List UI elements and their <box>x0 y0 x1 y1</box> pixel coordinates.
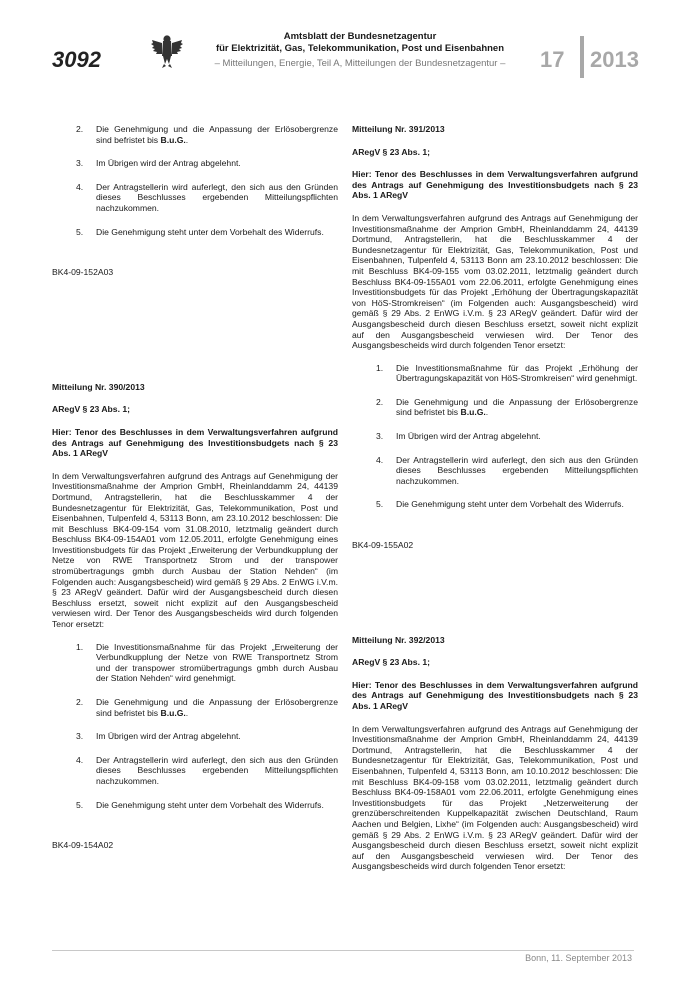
reference-code: BK4-09-152A03 <box>52 267 114 278</box>
list-item: 5. Die Genehmigung steht unter dem Vorbehalt des Widerrufs. <box>376 499 624 510</box>
issue-year: 2013 <box>590 47 639 72</box>
notice-body: In dem Verwaltungsverfahren aufgrund des Antrags auf Genehmigung der Investitionsmaßnahme der Amprion GmbH, Rheinlanddamm 24, 44139 Dortmund, Antragstellerin, hat die Beschlusskammer 4 der Bundesnetzagentur für Elektrizität, Gas, Telekommunikation, Post und Eisenbahnen, Tulpenfeld 4, 53113 Bonn, am 10.10.2012 beschlossen: Die mit Beschluss BK4-09-158 vom 03.02.2011, letztmalig geändert durch Beschluss BK4-09-158A01 vom 22.06.2011, erfolgte Genehmigung eines Investitionsbudgets für das Projekt „Netzerweiterung der grenzüberschreitenden Kuppelkapazität zwischen Deutschland, Raum Aachen und Belgien, Lixhe“ (im Folgenden auch: Ausgangsbescheid) wird gemäß § 29 Abs. 2 EnWG i.V.m. § 23 ARegV geändert. Dafür wird der Ausgangsbescheid durch diesen Beschluss ersetzt, soweit nicht explizit auf den Ausgangsbescheid verwiesen wird. Der Tenor des Ausgangsbescheids wird durch folgenden Tenor ersetzt: <box>352 723 638 872</box>
list-item: 3. Im Übrigen wird der Antrag abgelehnt. <box>76 731 241 742</box>
publication-date: Bonn, 11. September 2013 <box>525 953 632 963</box>
notice-law: ARegV § 23 Abs. 1; <box>52 404 131 415</box>
notice-title: Mitteilung Nr. 390/2013 <box>52 381 145 392</box>
tenor-list <box>352 363 638 510</box>
reference-code: BK4-09-155A02 <box>352 540 414 551</box>
page-number: 3092 <box>52 47 101 72</box>
publisher-scope: für Elektrizität, Gas, Telekommunikation, Post und Eisenbahnen <box>215 43 505 54</box>
federal-eagle-icon <box>150 32 184 70</box>
notice-law: ARegV § 23 Abs. 1; <box>352 146 431 157</box>
notice-subject: Hier: Tenor des Beschlusses in dem Verwaltungsverfahren aufgrund des Antrags auf Genehmigung des Investitionsbudgets nach § 23 Abs. 1 ARegV <box>352 679 638 711</box>
footer-divider <box>52 950 634 951</box>
reference-code: BK4-09-154A02 <box>52 840 114 851</box>
right-column <box>352 124 638 884</box>
notice-title: Mitteilung Nr. 391/2013 <box>352 124 445 134</box>
list-item: 3. Im Übrigen wird der Antrag abgelehnt. <box>76 158 241 169</box>
publisher-name: Amtsblatt der Bundesnetzagentur <box>283 31 437 42</box>
list-item: 4. Der Antragstellerin wird auferlegt, den sich aus den Gründen dieses Beschlusses ergebenden Mitteilungspflichten nachzukommen. <box>76 754 338 786</box>
notice-body: In dem Verwaltungsverfahren aufgrund des Antrags auf Genehmigung der Investitionsmaßnahme der Amprion GmbH, Rheinlanddamm 24, 44139 Dortmund, Antragstellerin, hat die Beschlusskammer 4 der Bundesnetzagentur für Elektrizität, Gas, Telekommunikation, Post und Eisenbahnen, Tulpenfeld 4, 53113 Bonn am 23.10.2012 beschlossen: Die mit Beschluss BK4-09-155 vom 03.02.2011, letztmalig geändert durch Beschluss BK4-09-155A01 vom 22.06.2011, erfolgte Genehmigung eines Investitionsbudgets für das Projekt „Erhöhung der Übertragungskapazität von HöS-Stromkreisen“ (im Folgenden auch: Ausgangsbescheid) wird gemäß § 29 Abs. 2 EnWG i.V.m. § 23 ARegV geändert. Dafür wird der Ausgangsbescheid durch diesen Beschluss ersetzt, soweit nicht explizit auf den Ausgangsbescheid verwiesen wird. Der Tenor des Ausgangsbescheids wird durch folgenden Tenor ersetzt: <box>352 212 638 351</box>
notice-subject: Hier: Tenor des Beschlusses in dem Verwaltungsverfahren aufgrund des Antrags auf Genehmigung des Investitionsbudgets nach § 23 Abs. 1 ARegV <box>352 169 638 201</box>
issue-number: 17 <box>540 47 565 72</box>
notice-body: In dem Verwaltungsverfahren aufgrund des Antrags auf Genehmigung der Investitionsmaßnahme der Amprion GmbH, Rheinlanddamm 24, 44139 Dortmund, Antragstellerin, hat die Beschlusskammer 4 der Bundesnetzagentur für Elektrizität, Gas, Telekommunikation, Post und Eisenbahnen, Tulpenfeld 4, 53113 Bonn, am 23.10.2012 beschlossen: Die mit Beschluss BK4-09-154 vom 31.08.2010, letztmalig geändert durch Beschluss BK4-09-154A01 vom 12.05.2011, erfolgte Genehmigung eines Investitionsbudgets für das Projekt „Erweiterung der Verbundkupplung der Netze von RWE Transportnetz Strom und der transpower stromübertragungs gmbh durch Ausbau der Station Nehden“ (im Folgenden auch: Ausgangsbescheid) wird gemäß § 29 Abs. 2 EnWG i.V.m. § 23 ARegV geändert. Dafür wird der Ausgangsbescheid durch diesen Beschluss ersetzt, soweit nicht explizit auf den Ausgangsbescheid verwiesen wird. Der Tenor des Ausgangsbescheids wird durch folgenden Tenor ersetzt: <box>52 470 338 630</box>
notice-title: Mitteilung Nr. 392/2013 <box>352 634 445 645</box>
list-item: 4. Der Antragstellerin wird auferlegt, den sich aus den Gründen dieses Beschlusses ergebenden Mitteilungspflichten nachzukommen. <box>376 454 638 486</box>
section-title: – Mitteilungen, Energie, Teil A, Mitteilungen der Bundesnetzagentur – <box>214 58 506 69</box>
notice-law: ARegV § 23 Abs. 1; <box>352 657 431 668</box>
list-item: 4. Der Antragstellerin wird auferlegt, den sich aus den Gründen dieses Beschlusses ergebenden Mitteilungspflichten nachzukommen. <box>76 181 338 213</box>
list-item: 2. Die Genehmigung und die Anpassung der Erlösobergrenze sind befristet bis B.u.G.. <box>76 697 338 718</box>
list-item: 1. Die Investitionsmaßnahme für das Projekt „Erhöhung der Übertragungskapazität von HöS-Stromkreisen“ wird genehmigt. <box>376 362 638 384</box>
list-item: 2. Die Genehmigung und die Anpassung der Erlösobergrenze sind befristet bis B.u.G.. <box>76 124 338 145</box>
list-item: 1. Die Investitionsmaßnahme für das Projekt „Erweiterung der Verbundkupplung der Netze von RWE Transportnetz Strom und der transpower stromübertragungs gmbh durch Ausbau der Station Nehden“ wird genehmigt. <box>76 641 338 684</box>
left-column <box>52 124 338 851</box>
tenor-list <box>52 124 338 237</box>
tenor-list <box>52 642 338 811</box>
issue-divider <box>580 36 584 78</box>
list-item: 5. Die Genehmigung steht unter dem Vorbehalt des Widerrufs. <box>76 226 324 237</box>
list-item: 5. Die Genehmigung steht unter dem Vorbehalt des Widerrufs. <box>76 799 324 810</box>
list-item: 3. Im Übrigen wird der Antrag abgelehnt. <box>376 431 541 442</box>
notice-subject: Hier: Tenor des Beschlusses in dem Verwaltungsverfahren aufgrund des Antrags auf Genehmigung des Investitionsbudgets nach § 23 Abs. 1 ARegV <box>52 426 338 459</box>
list-item: 2. Die Genehmigung und die Anpassung der Erlösobergrenze sind befristet bis B.u.G.. <box>376 396 638 418</box>
